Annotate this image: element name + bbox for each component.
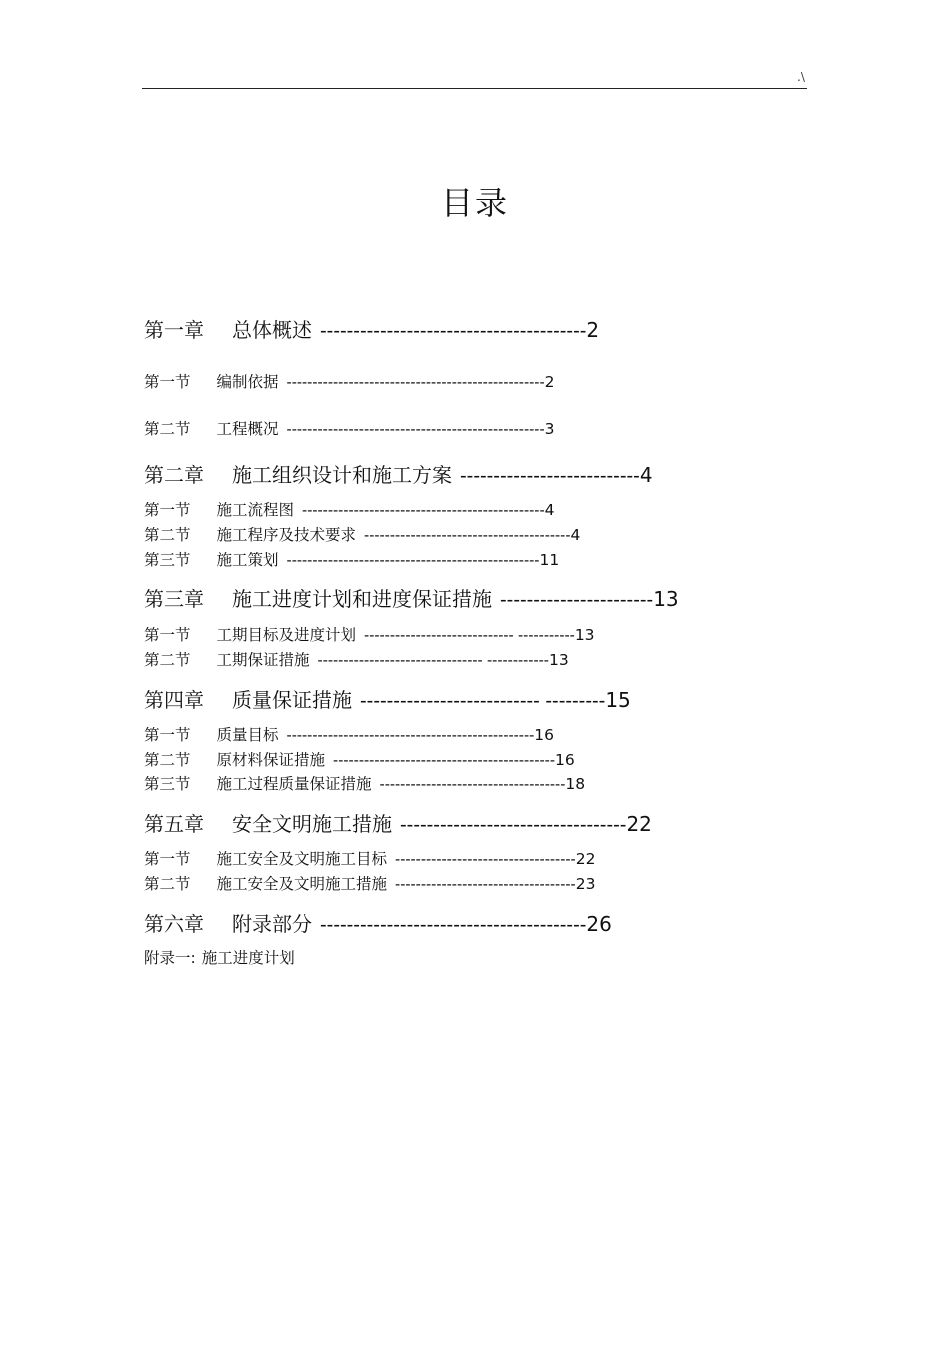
toc-entry-page-number: 13: [653, 587, 679, 611]
toc-entry-page-number: 13: [548, 651, 569, 669]
toc-entry-number: 第二节: [144, 651, 191, 669]
toc-entry-title: 附录部分: [232, 912, 312, 936]
toc-entry-leader: --------------------------------------------------: [286, 421, 545, 438]
toc-entry-page-number: 16: [554, 751, 575, 769]
toc-entry-leader: ----------------------------------------: [364, 527, 571, 544]
toc-chapter-entry[interactable]: [144, 808, 652, 837]
header-mark: .\: [797, 70, 805, 84]
toc-entry-number: 第一节: [144, 626, 191, 644]
toc-entry-number: 第二章: [144, 463, 204, 487]
toc-section-entry[interactable]: [144, 548, 559, 570]
toc-entry-number: 第三章: [144, 587, 204, 611]
toc-entry-leader: -------------------------------------------------: [286, 552, 540, 569]
toc-section-entry[interactable]: [144, 417, 555, 439]
toc-entry-page-number: 2: [586, 318, 600, 342]
toc-entry-leader: -----------------------------------: [395, 851, 576, 868]
toc-entry-leader: -----------------------------------: [395, 876, 576, 893]
toc-section-entry[interactable]: [144, 872, 595, 894]
toc-entry-title: 施工程序及技术要求: [216, 526, 357, 544]
toc-entry-number: 第三节: [144, 775, 191, 793]
document-title: 目录: [440, 184, 509, 222]
toc-entry-number: 第一节: [144, 850, 191, 868]
toc-entry-leader: -------------------------------------------: [333, 752, 555, 769]
toc-entry-page-number: 15: [605, 688, 631, 712]
toc-entry-leader: ----------------------------------------: [320, 914, 587, 936]
toc-entry-title: 施工进度计划: [201, 949, 295, 967]
toc-entry-title: 质量保证措施: [232, 688, 352, 712]
toc-entry-leader: --------------------------- ---------: [360, 690, 606, 712]
toc-entry-leader: ------------------------------------: [379, 776, 566, 793]
toc-section-entry[interactable]: [144, 523, 580, 545]
toc-entry-page-number: 4: [570, 526, 581, 544]
toc-entry-title: 施工进度计划和进度保证措施: [232, 587, 492, 611]
toc-entry-page-number: 13: [574, 626, 595, 644]
toc-entry-title: 安全文明施工措施: [232, 812, 392, 836]
toc-entry-number: 第二节: [144, 526, 191, 544]
toc-entry-number: 第六章: [144, 912, 204, 936]
toc-entry-title: 施工过程质量保证措施: [216, 775, 372, 793]
toc-entry-title: 总体概述: [232, 318, 312, 342]
toc-entry-page-number: 22: [575, 850, 596, 868]
toc-entry-page-number: 26: [586, 912, 612, 936]
toc-chapter-entry[interactable]: [144, 459, 653, 488]
toc-entry-number: 第二节: [144, 751, 191, 769]
header-rule: [142, 88, 807, 89]
toc-entry-number: 第三节: [144, 551, 191, 569]
toc-appendix-entry[interactable]: [144, 946, 295, 968]
toc-entry-page-number: 11: [539, 551, 560, 569]
toc-section-entry[interactable]: [144, 648, 569, 670]
toc-entry-page-number: 16: [534, 726, 555, 744]
toc-entry-title: 编制依据: [216, 373, 279, 391]
toc-section-entry[interactable]: [144, 623, 595, 645]
toc-entry-title: 施工安全及文明施工措施: [216, 875, 388, 893]
toc-entry-page-number: 22: [626, 812, 652, 836]
toc-entry-title: 施工安全及文明施工目标: [216, 850, 388, 868]
toc-entry-title: 施工流程图: [216, 501, 295, 519]
toc-entry-number: 第五章: [144, 812, 204, 836]
toc-entry-number: 第四章: [144, 688, 204, 712]
toc-entry-leader: ----------------------------------: [400, 814, 627, 836]
toc-chapter-entry[interactable]: [144, 908, 612, 937]
toc-entry-page-number: 3: [544, 420, 555, 438]
toc-section-entry[interactable]: [144, 748, 575, 770]
toc-section-entry[interactable]: [144, 847, 595, 869]
toc-entry-title: 工程概况: [216, 420, 279, 438]
toc-entry-leader: --------------------------------------------------: [286, 374, 545, 391]
toc-section-entry[interactable]: [144, 370, 555, 392]
toc-entry-leader: -----------------------: [500, 589, 654, 611]
toc-entry-number: 第一章: [144, 318, 204, 342]
toc-entry-page-number: 4: [544, 501, 555, 519]
toc-entry-number: 第一节: [144, 501, 191, 519]
toc-entry-page-number: 2: [544, 373, 555, 391]
toc-entry-leader: ----------------------------------------: [320, 320, 587, 342]
toc-entry-number: 第二节: [144, 875, 191, 893]
toc-entry-number: 第二节: [144, 420, 191, 438]
toc-entry-title: 工期保证措施: [216, 651, 310, 669]
toc-entry-page-number: 18: [565, 775, 586, 793]
toc-entry-number: 第一节: [144, 726, 191, 744]
toc-entry-leader: ------------------------------------------------: [286, 727, 535, 744]
toc-entry-leader: -----------------------------------------------: [302, 502, 545, 519]
toc-entry-leader: ---------------------------: [460, 465, 640, 487]
toc-chapter-entry[interactable]: [144, 583, 679, 612]
toc-entry-title: 施工策划: [216, 551, 279, 569]
toc-section-entry[interactable]: [144, 498, 555, 520]
toc-entry-number: 附录一:: [144, 949, 196, 967]
toc-entry-leader: ----------------------------- -----------: [364, 627, 575, 644]
toc-entry-page-number: 4: [639, 463, 653, 487]
toc-section-entry[interactable]: [144, 772, 585, 794]
toc-entry-leader: -------------------------------- ------------: [317, 652, 549, 669]
toc-entry-page-number: 23: [575, 875, 596, 893]
toc-section-entry[interactable]: [144, 723, 554, 745]
toc-chapter-entry[interactable]: [144, 314, 599, 343]
toc-entry-title: 质量目标: [216, 726, 279, 744]
toc-entry-title: 工期目标及进度计划: [216, 626, 357, 644]
toc-entry-title: 原材料保证措施: [216, 751, 326, 769]
toc-entry-number: 第一节: [144, 373, 191, 391]
toc-chapter-entry[interactable]: [144, 684, 631, 713]
toc-entry-title: 施工组织设计和施工方案: [232, 463, 452, 487]
